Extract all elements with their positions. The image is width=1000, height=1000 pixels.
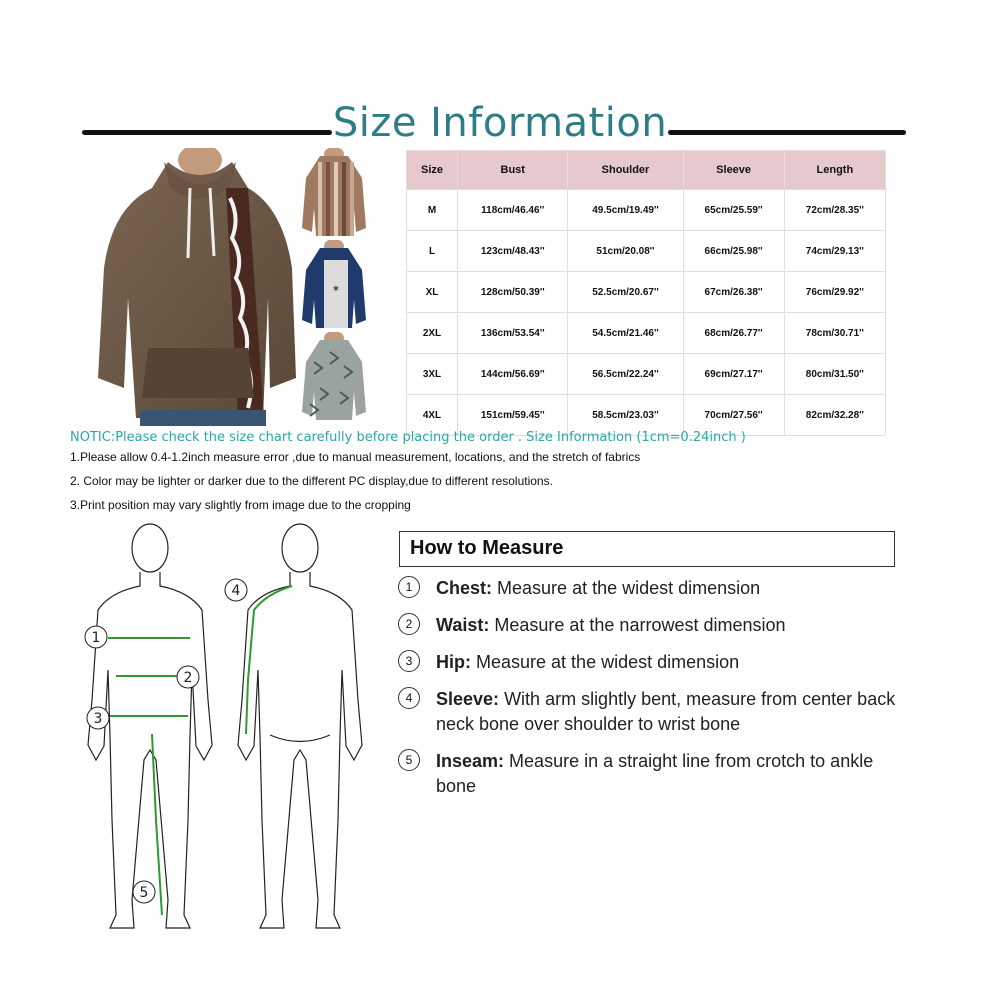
cell-shoulder: 56.5cm/22.24'' [568,354,683,395]
size-notice: NOTIC:Please check the size chart carefully before placing the order . Size Information (1cm=0.24inch ) [70,430,746,445]
page-title: Size Information [332,100,668,146]
cell-sleeve: 68cm/26.77'' [683,313,784,354]
step-text: Measure at the widest dimension [476,652,740,672]
step-text: With arm slightly bent, measure from center back neck bone over shoulder to wrist bone [436,689,896,734]
cell-size: 3XL [407,354,458,395]
cell-size: XL [407,272,458,313]
figure-label-2: 2 [183,670,193,686]
note-print-position: 3.Print position may vary slightly from image due to the cropping [70,498,411,512]
cell-length: 82cm/32.28'' [784,395,885,436]
main-product-image [98,148,298,426]
table-row [407,272,886,313]
cell-sleeve: 70cm/27.56'' [683,395,784,436]
cell-bust: 118cm/46.46'' [458,190,568,231]
cell-sleeve: 65cm/25.59'' [683,190,784,231]
cell-length: 72cm/28.35'' [784,190,885,231]
header-length: Length [784,151,885,190]
cell-sleeve: 66cm/25.98'' [683,231,784,272]
step-label: Sleeve: [436,689,500,709]
step-label: Waist: [436,615,490,635]
figure-label-4: 4 [231,583,241,599]
cell-size: M [407,190,458,231]
thumbnail-floral-hoodie [300,332,368,422]
step-text: Measure in a straight line from crotch to ankle bone [436,751,874,796]
title-rule-right [668,130,906,135]
header-sleeve: Sleeve [683,151,784,190]
header-bust: Bust [458,151,568,190]
step-number: 2 [398,613,420,635]
header-size: Size [407,151,458,190]
step-number: 1 [398,576,420,598]
svg-text:✶: ✶ [331,284,341,295]
step-label: Inseam: [436,751,505,771]
step-label: Hip: [436,652,471,672]
cell-length: 76cm/29.92'' [784,272,885,313]
cell-sleeve: 69cm/27.17'' [683,354,784,395]
step-text: Measure at the widest dimension [497,578,761,598]
step-number: 4 [398,687,420,709]
cell-bust: 144cm/56.69'' [458,354,568,395]
cell-sleeve: 67cm/26.38'' [683,272,784,313]
how-to-measure-header [399,531,895,567]
cell-shoulder: 51cm/20.08'' [568,231,683,272]
step-text: Measure at the narrowest dimension [494,615,786,635]
table-header-row [407,151,886,190]
figure-label-1: 1 [91,630,101,646]
title-rule-left [82,130,332,135]
figure-label-3: 3 [93,711,103,727]
step-number: 5 [398,749,420,771]
table-row [407,231,886,272]
cell-length: 78cm/30.71'' [784,313,885,354]
cell-bust: 123cm/48.43'' [458,231,568,272]
size-table [406,150,886,436]
step-label: Chest: [436,578,493,598]
cell-shoulder: 49.5cm/19.49'' [568,190,683,231]
note-measure-error: 1.Please allow 0.4-1.2inch measure error ,due to manual measurement, locations, and the stretch of fabrics [70,450,641,464]
cell-shoulder: 52.5cm/20.67'' [568,272,683,313]
cell-size: 4XL [407,395,458,436]
header-shoulder: Shoulder [568,151,683,190]
cell-size: 2XL [407,313,458,354]
cell-size: L [407,231,458,272]
how-to-measure-title: How to Measure [410,537,564,559]
cell-length: 80cm/31.50'' [784,354,885,395]
table-row [407,354,886,395]
table-row [407,190,886,231]
cell-bust: 136cm/53.54'' [458,313,568,354]
note-color: 2. Color may be lighter or darker due to the different PC display,due to different resolutions. [70,474,553,488]
cell-bust: 128cm/50.39'' [458,272,568,313]
thumbnail-striped-hoodie [300,148,368,238]
cell-bust: 151cm/59.45'' [458,395,568,436]
body-measurement-diagram [70,520,380,935]
cell-shoulder: 54.5cm/21.46'' [568,313,683,354]
cell-shoulder: 58.5cm/23.03'' [568,395,683,436]
step-number: 3 [398,650,420,672]
figure-label-5: 5 [139,885,149,901]
thumbnail-navy-hoodie [300,240,368,330]
table-row [407,313,886,354]
cell-length: 74cm/29.13'' [784,231,885,272]
